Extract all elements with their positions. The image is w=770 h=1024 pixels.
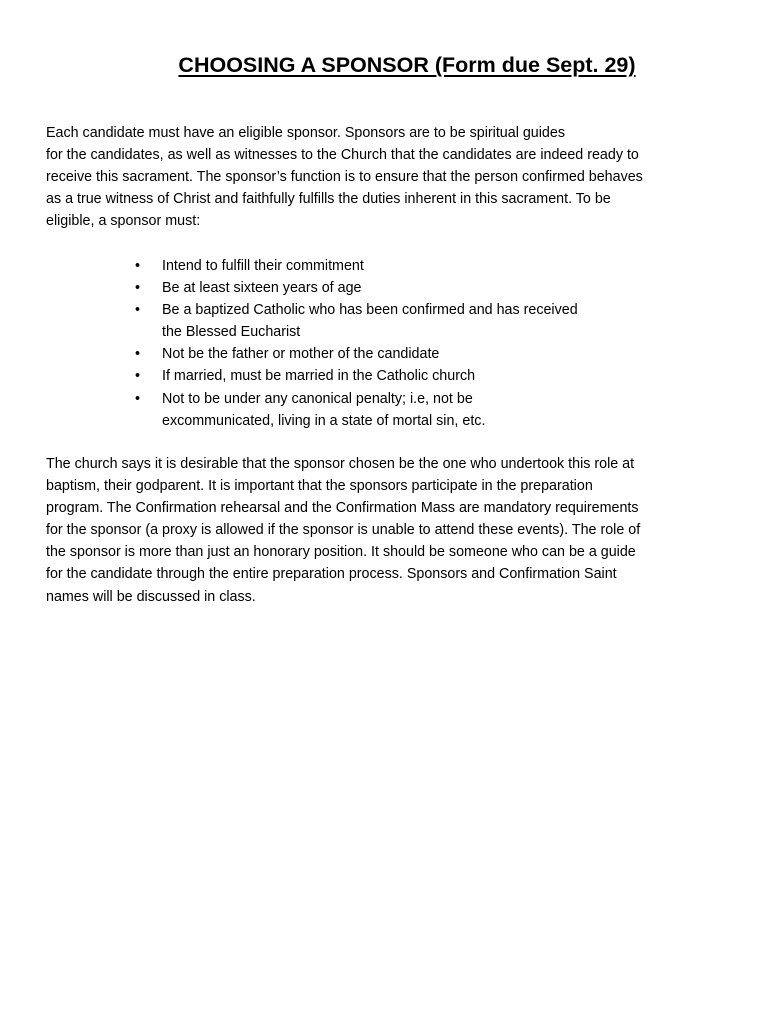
closing-line: the sponsor is more than just an honorary position. It should be someone who can be a guide <box>46 544 636 561</box>
sponsor-requirements-list <box>46 255 726 432</box>
bullet-icon: • <box>135 258 141 274</box>
list-item <box>46 277 726 299</box>
list-item-text: If married, must be married in the Catholic church <box>162 368 476 385</box>
closing-line: for the sponsor (a proxy is allowed if the sponsor is unable to attend these events). The role of <box>46 522 641 539</box>
bullet-icon: • <box>135 368 141 385</box>
list-item-text: excommunicated, living in a state of mortal sin, etc. <box>162 412 486 429</box>
list-item-text: Be a baptized Catholic who has been confirmed and has received <box>162 302 578 319</box>
intro-line: eligible, a sponsor must: <box>46 213 201 230</box>
list-item-text: Intend to fulfill their commitment <box>162 258 364 274</box>
bullet-icon: • <box>135 390 141 407</box>
list-item-text: Not to be under any canonical penalty; i.e, not be <box>162 390 473 407</box>
list-item-text: the Blessed Eucharist <box>162 324 301 341</box>
bullet-icon: • <box>135 302 141 319</box>
closing-line: for the candidate through the entire preparation process. Sponsors and Confirmation Saint <box>46 566 617 583</box>
intro-line: for the candidates, as well as witnesses to the Church that the candidates are indeed ready to <box>46 147 639 164</box>
list-item-text: Not be the father or mother of the candidate <box>162 346 440 363</box>
list-item <box>46 388 726 432</box>
page-title-text: CHOOSING A SPONSOR (Form due Sept. 29) <box>178 53 636 77</box>
closing-line: names will be discussed in class. <box>46 588 256 605</box>
closing-line: The church says it is desirable that the sponsor chosen be the one who undertook this role at <box>46 456 635 472</box>
bullet-icon: • <box>135 280 141 297</box>
list-item <box>46 343 726 365</box>
list-item <box>46 299 726 343</box>
intro-line: as a true witness of Christ and faithfully fulfills the duties inherent in this sacrament. To be <box>46 191 611 208</box>
intro-line: receive this sacrament. The sponsor’s function is to ensure that the person confirmed behaves <box>46 169 643 186</box>
list-item <box>46 255 726 277</box>
closing-line: baptism, their godparent. It is important that the sponsors participate in the preparation <box>46 478 593 495</box>
page-title <box>0 50 770 80</box>
intro-line: Each candidate must have an eligible sponsor. Sponsors are to be spiritual guides <box>46 125 565 141</box>
list-item <box>46 365 726 387</box>
closing-line: program. The Confirmation rehearsal and the Confirmation Mass are mandatory requirements <box>46 500 639 517</box>
list-item-text: Be at least sixteen years of age <box>162 280 362 297</box>
intro-paragraph <box>46 122 736 232</box>
closing-paragraph <box>46 453 736 608</box>
bullet-icon: • <box>135 346 141 363</box>
